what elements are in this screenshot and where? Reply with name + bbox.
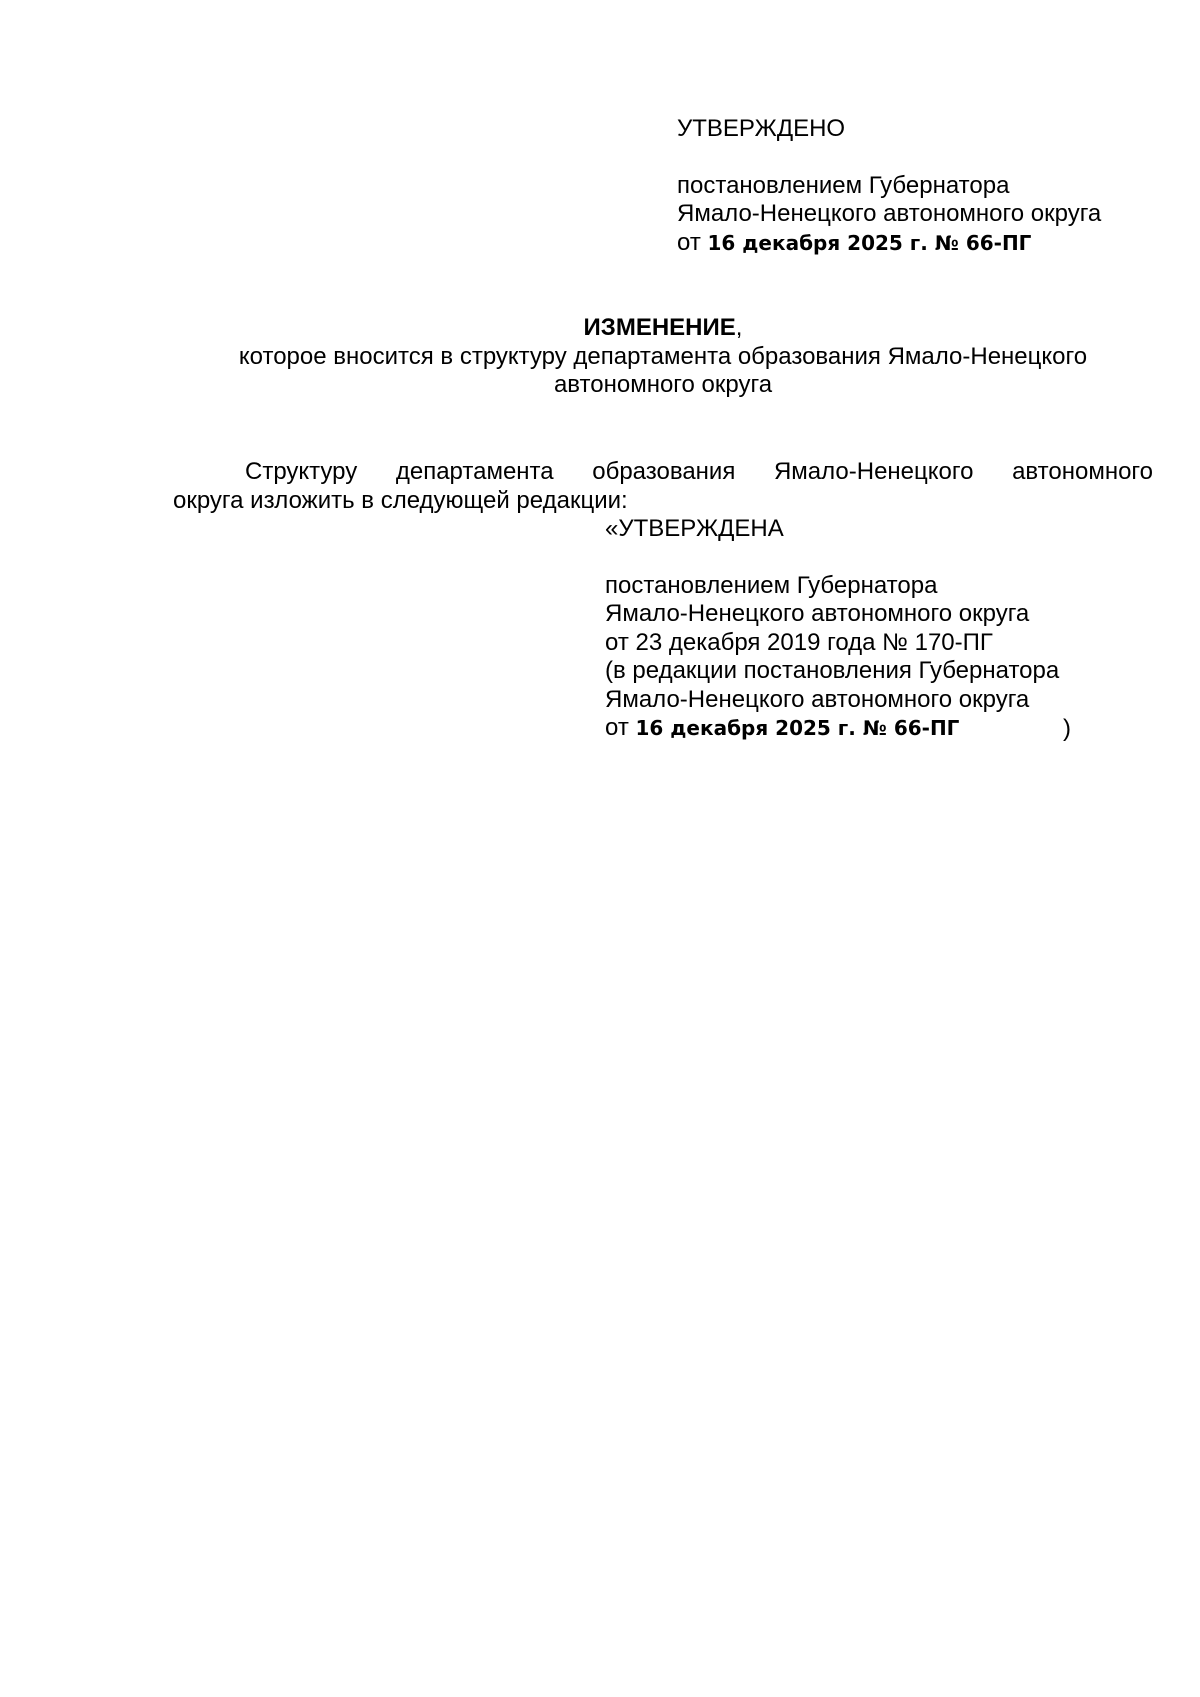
paragraph-line-2: округа изложить в следующей редакции:	[173, 486, 628, 514]
inserted-line-4: (в редакции постановления Губернатора	[605, 657, 1060, 684]
inserted-line-2: Ямало-Ненецкого автономного округа	[605, 600, 1030, 627]
title-main: ИЗМЕНЕНИЕ	[583, 314, 736, 341]
approval-date-prefix: от	[677, 228, 701, 256]
inserted-date-value: 16 декабря 2025 г. № 66-ПГ	[635, 716, 960, 740]
inserted-close-paren: )	[1063, 715, 1071, 742]
inserted-line-3: от 23 декабря 2019 года № 170-ПГ	[605, 628, 993, 656]
approval-heading: УТВЕРЖДЕНО	[677, 115, 846, 142]
approval-date-value: 16 декабря 2025 г. № 66-ПГ	[707, 230, 1032, 255]
paragraph-line-1: Структуру департамента образования Ямало-Ненецкого автономного	[245, 458, 1153, 485]
inserted-line-5: Ямало-Ненецкого автономного округа	[605, 685, 1030, 713]
approval-date-line	[677, 229, 1101, 258]
approval-line-1: постановлением Губернатора	[677, 171, 1010, 199]
title-line-2: автономного округа	[553, 371, 773, 398]
inserted-date-prefix: от	[605, 714, 629, 741]
title-main-line	[0, 314, 1200, 343]
inserted-heading: «УТВЕРЖДЕНА	[605, 515, 784, 542]
inserted-date-line	[605, 714, 1059, 743]
approval-line-2: Ямало-Ненецкого автономного округа	[677, 200, 1102, 227]
title-line-1: которое вносится в структуру департамента образования Ямало-Ненецкого	[238, 342, 1088, 370]
inserted-approval-block	[605, 515, 1059, 743]
title-comma: ,	[735, 314, 743, 341]
document-title	[0, 314, 1200, 400]
main-paragraph	[173, 458, 1153, 515]
inserted-line-1: постановлением Губернатора	[605, 571, 938, 599]
approval-block	[677, 115, 1101, 257]
